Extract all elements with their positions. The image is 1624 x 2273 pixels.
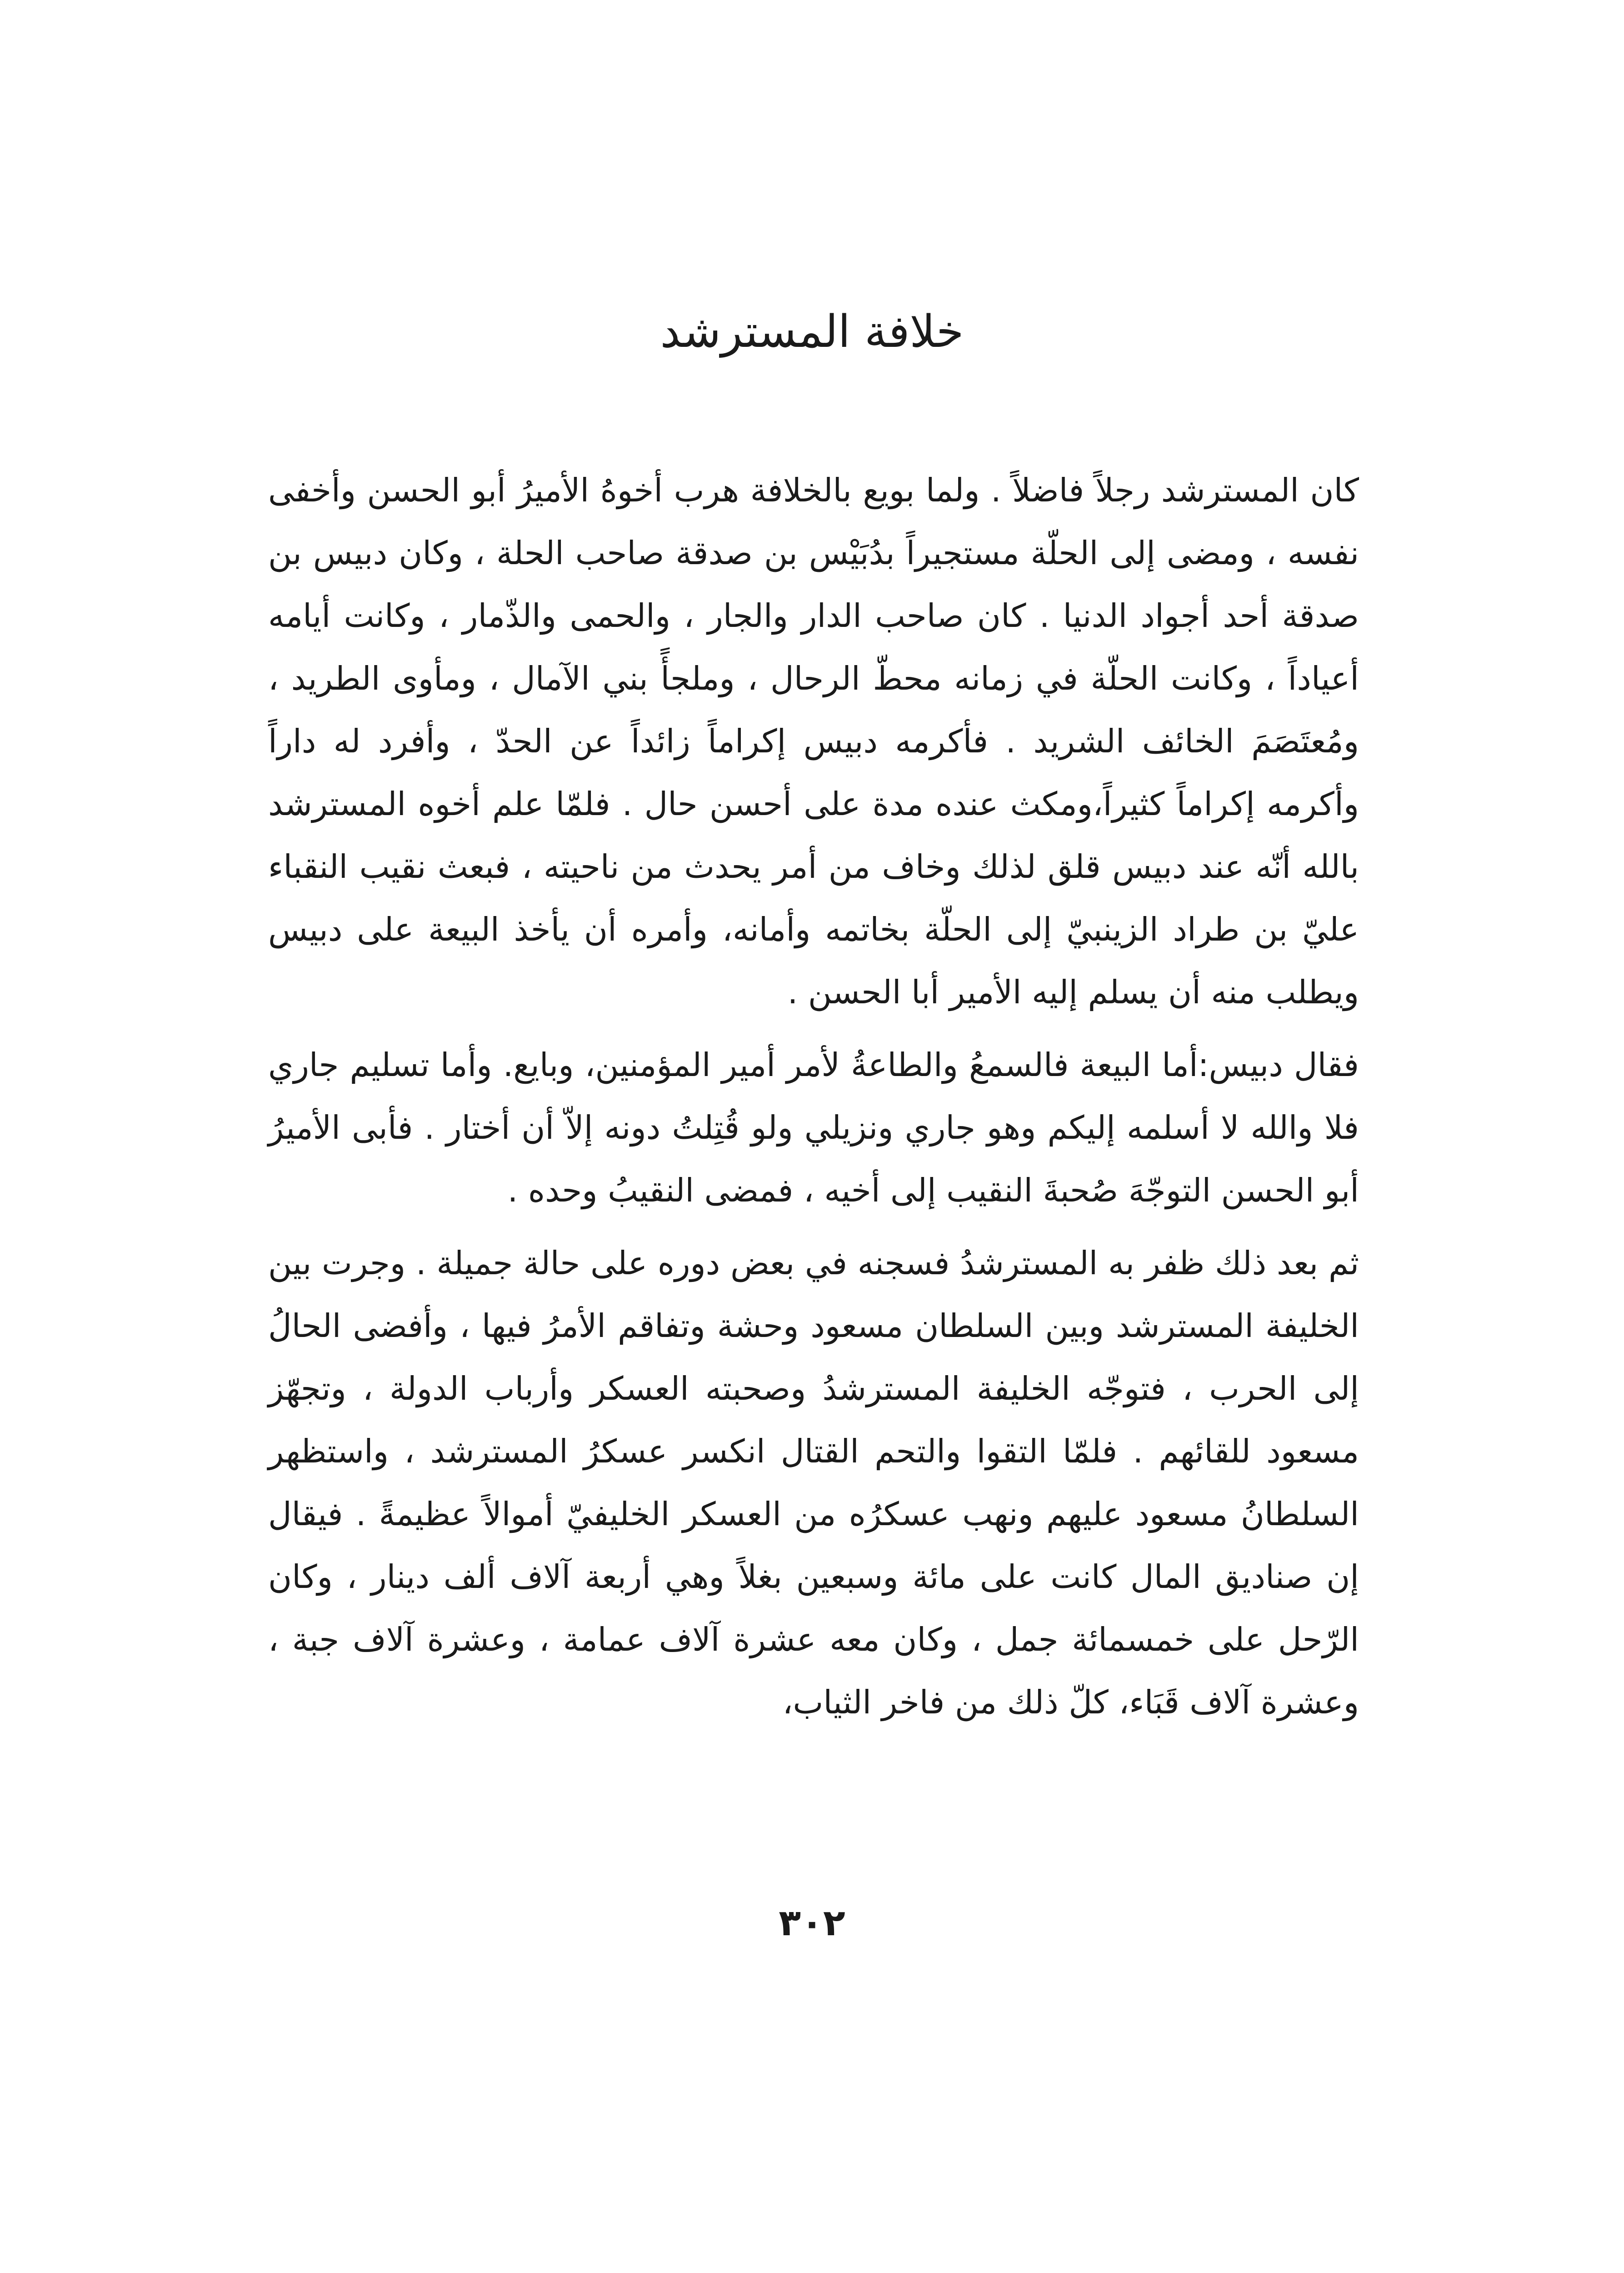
page-number: ٣٠٢ (779, 1902, 845, 1944)
body-text (268, 459, 1359, 1744)
paragraph-3: ثم بعد ذلك ظفر به المسترشدُ فسجنه في بعض دوره على حالة جميلة . وجرت بين الخليفة المسترشد وبين السلطان مسعود وحشة وتفاقم الأمرُ فيها ، وأفضى الحالُ إلى الحرب ، فتوجّه الخليفة المسترشدُ وصحبته العسكر وأرباب الدولة ، وتجهّز مسعود للقائهم . فلمّا التقوا والتحم القتال انكسر عسكرُ المسترشد ، واستظهر السلطانُ مسعود عليهم ونهب عسكرُه من العسكر الخليفيّ أموالاً عظيمةً . فيقال إن صناديق المال كانت على مائة وسبعين بغلاً وهي أربعة آلاف ألف دينار ، وكان الرّحل على خمسمائة جمل ، وكان معه عشرة آلاف عمامة ، وعشرة آلاف جبة ، وعشرة آلاف قَبَاء، كلّ ذلك من فاخر الثياب، (268, 1244, 1359, 1721)
page-title: خلافة المسترشد (660, 306, 964, 358)
paragraph-2: فقال دبيس:أما البيعة فالسمعُ والطاعةُ لأمر أمير المؤمنين، وبايع. وأما تسليم جاري فلا والله لا أسلمه إليكم وهو جاري ونزيلي ولو قُتِلتُ دونه إلاّ أن أختار . فأبى الأميرُ أبو الحسن التوجّهَ صُحبةَ النقيب إلى أخيه ، فمضى النقيبُ وحده . (268, 1046, 1359, 1209)
paragraph-1: كان المسترشد رجلاً فاضلاً . ولما بويع بالخلافة هرب أخوهُ الأميرُ أبو الحسن وأخفى نفسه ، ومضى إلى الحلّة مستجيراً بدُبَيْس بن صدقة صاحب الحلة ، وكان دبيس بن صدقة أحد أجواد الدنيا . كان صاحب الدار والجار ، والحمى والذّمار ، وكانت أيامه أعياداً ، وكانت الحلّة في زمانه محطّ الرحال ، وملجأً بني الآمال ، ومأوى الطريد ، ومُعتَصَمَ الخائف الشريد . فأكرمه دبيس إكراماً زائداً عن الحدّ ، وأفرد له داراً وأكرمه إكراماً كثيراً،ومكث عنده مدة على أحسن حال . فلمّا علم أخوه المسترشد بالله أنّه عند دبيس قلق لذلك وخاف من أمر يحدث من ناحيته ، فبعث نقيب النقباء عليّ بن طراد الزينبيّ إلى الحلّة بخاتمه وأمانه، وأمره أن يأخذ البيعة على دبيس ويطلب منه أن يسلم إليه الأمير أبا الحسن . (268, 471, 1359, 1011)
